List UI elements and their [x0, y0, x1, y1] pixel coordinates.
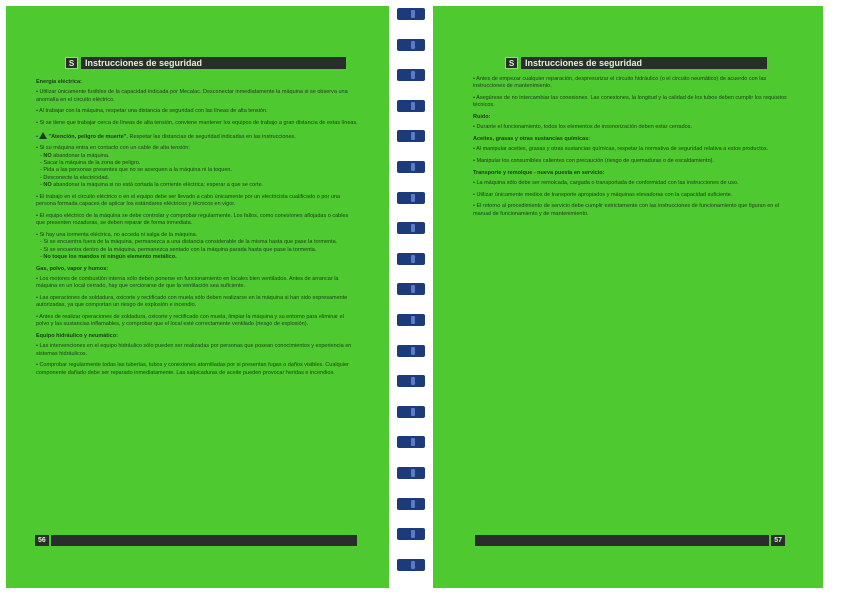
list-line: - No toque los mandos ni ningún elemento metálico.: [40, 254, 177, 261]
section-heading: Aceites, grasas y otras sustancias químicas:: [473, 136, 591, 142]
coil-highlight: [411, 10, 415, 18]
binding-coil: [397, 8, 425, 20]
page-footer: [35, 535, 357, 546]
binding-coil: [397, 528, 425, 540]
bullet-paragraph: • Las operaciones de soldadura, oxicorte y rectificado con muela sólo deben realizarse en la máquina si han sido expresamente autorizadas, ya que comportan un riesgo de explosión e incendio.: [36, 295, 348, 309]
binding-coil: [397, 436, 425, 448]
section-title: Instrucciones de seguridad: [81, 57, 346, 69]
coil-highlight: [411, 530, 415, 538]
line-text: abandonar la máquina.: [51, 152, 110, 159]
section-header: [62, 57, 346, 69]
emphasis: No toque los mandos ni ningún elemento metálico.: [43, 254, 177, 261]
section-heading: Equipo hidráulico y neumático:: [36, 333, 118, 340]
bullet-paragraph: • Comprobar regularmente todas las tuberías, tubos y conexiones atornilladas por si presentan fugas o daños visibles. Cualquier componente dañado debe ser reparado inmediatamente. Las salpicaduras de aceite pueden provocar heridas e incendios.: [36, 362, 349, 376]
right-page: [433, 6, 823, 588]
section-heading: Ruido:: [473, 114, 491, 120]
coil-highlight: [411, 194, 415, 202]
left-content: [36, 76, 358, 381]
page-footer: [475, 535, 785, 546]
coil-highlight: [411, 102, 415, 110]
list-line: - Si se encuentra fuera de la máquina, permanezca a una distancia considerable de la misma hasta que pase la tormenta.: [40, 239, 338, 246]
bullet-paragraph: • Antes de realizar operaciones de soldadura, oxicorte y rectificado con muela, limpiar la máquina y su entorno para eliminar el polvo y las sustancias inflamables, y comprobar que el local esté correctamente ventilado (riesgo de explosión).: [36, 314, 344, 328]
binding-coil: [397, 345, 425, 357]
footer-bar: [475, 535, 769, 546]
bullet-paragraph: • Antes de empezar cualquier reparación, despresurizar el circuito hidráulico (o el circuito neumático) de acuerdo con las instrucciones de mantenimiento.: [473, 76, 767, 90]
bullet-paragraph: • La máquina sólo debe ser remolcada, cargada o transportada de conformidad con las instrucciones de uso.: [473, 180, 739, 186]
page-number: 56: [35, 535, 49, 546]
bullet-paragraph: • Si se tiene que trabajar cerca de líneas de alta tensión, conviene mantener los equipos de trabajo a gran distancia de estas líneas.: [36, 120, 358, 126]
page-number: 57: [771, 535, 785, 546]
section-letter-badge: S: [65, 57, 78, 69]
binding-coil: [397, 39, 425, 51]
coil-highlight: [411, 316, 415, 324]
list-line: - NO abandonar la máquina.: [40, 152, 110, 159]
list-line: - Desconecte la electricidad.: [40, 174, 110, 181]
left-page: [6, 6, 389, 588]
coil-highlight: [411, 132, 415, 140]
list-line: - NO abandonar la máquina si no está cortada la corriente eléctrica; esperar a que se corte.: [40, 182, 264, 189]
binding-coil: [397, 406, 425, 418]
warning-text: Respetar las distancias de seguridad indicadas en las instrucciones.: [127, 133, 296, 140]
coil-highlight: [411, 163, 415, 171]
list-line: - Pida a las personas presentes que no se acerquen a la máquina ni la toquen.: [40, 167, 233, 174]
coil-highlight: [411, 469, 415, 477]
section-title: Instrucciones de seguridad: [521, 57, 767, 69]
section-heading: Energía eléctrica:: [36, 79, 82, 85]
coil-highlight: [411, 561, 415, 569]
bullet-paragraph: • El retorno al procedimiento de servicio debe cumplir estrictamente con las instrucciones de funcionamiento que figuran en el manual de funcionamiento y de mantenimiento.: [473, 203, 780, 217]
coil-highlight: [411, 500, 415, 508]
section-letter-badge: S: [505, 57, 518, 69]
section-heading: Gas, polvo, vapor y humos:: [36, 265, 109, 272]
list-line: - Sacar la máquina de la zona de peligro.: [40, 160, 141, 166]
binding-coil: [397, 69, 425, 81]
coil-highlight: [411, 285, 415, 293]
coil-highlight: [411, 41, 415, 49]
footer-bar: [51, 535, 357, 546]
coil-highlight: [411, 347, 415, 355]
coil-highlight: [411, 255, 415, 263]
bullet-paragraph: [36, 145, 358, 189]
binding-coil: [397, 100, 425, 112]
warning-triangle-icon: [39, 132, 47, 139]
spiral-binding: [393, 0, 429, 595]
binding-coil: [397, 161, 425, 173]
coil-highlight: [411, 438, 415, 446]
binding-coil: [397, 192, 425, 204]
binding-coil: [397, 467, 425, 479]
bullet-paragraph: • Utilizar únicamente medios de transporte apropiados y máquinas elevadoras con la capacidad suficiente.: [473, 191, 733, 198]
bullet-paragraph: • El trabajo en el circuito eléctrico o en el equipo debe ser llevado a cabo únicamente por un electricista cualificado o por una persona formada capaces de aplicar los estándares eléctricos y técnicos en vigor.: [36, 193, 340, 208]
section-header: [493, 57, 767, 69]
bullet-paragraph: • Durante el funcionamiento, todos los elementos de insonorización deben estar cerrados.: [473, 124, 692, 131]
line-text: abandonar la máquina si no está cortada la corriente eléctrica; esperar a que se corte.: [51, 182, 264, 189]
list-line: • Si hay una tormenta eléctrica, no acceda ni salga de la máquina.: [36, 231, 198, 238]
bullet-paragraph: • Asegúrese de no intercambiar las conexiones. Las conexiones, la longitud y la calidad de los tubos deben cumplir los requisitos técnicos.: [473, 95, 787, 109]
warning-paragraph: • "Atención, peligro de muerte". Respetar las distancias de seguridad indicadas en las instrucciones.: [36, 133, 296, 140]
coil-highlight: [411, 408, 415, 416]
bullet-paragraph: • Utilizar únicamente fusibles de la capacidad indicada por Mecalac. Desconectar inmediatamente la máquina si se observa una anomalía en el circuito eléctrico.: [36, 89, 348, 103]
binding-coil: [397, 375, 425, 387]
list-line: - Si se encuentra dentro de la máquina, permanezca sentado con la máquina parada hasta que pase la tormenta.: [40, 246, 317, 253]
bullet-paragraph: • Al manipular aceites, grasas y otras sustancias químicas, respetar la normativa de seguridad relativa a estos productos.: [473, 146, 769, 153]
binding-coil: [397, 222, 425, 234]
binding-coil: [397, 283, 425, 295]
bullet-paragraph: • Al trabajar con la máquina, respetar una distancia de seguridad con las líneas de alta tensión.: [36, 108, 268, 115]
emphasis: NO: [43, 182, 52, 189]
bullet-paragraph: • Manipular los consumibles calientes con precaución (riesgo de quemaduras o de escaldamiento).: [473, 158, 715, 164]
coil-highlight: [411, 224, 415, 232]
list-line: • Si su máquina entra en contacto con un cable de alta tensión:: [36, 145, 190, 152]
bullet-paragraph: [36, 232, 358, 262]
binding-coil: [397, 559, 425, 571]
warning-label: "Atención, peligro de muerte".: [48, 133, 128, 140]
bullet-paragraph: • El equipo eléctrico de la máquina se debe controlar y comprobar regularmente. Los fallos, como conexiones aflojadas o cables que presenten rozaduras, se deben reparar de forma inmediata.: [36, 212, 349, 227]
bullet-paragraph: • Las intervenciones en el equipo hidráulico sólo pueden ser realizadas por personas que posean conocimientos y experiencia en sistemas hidráulicos.: [36, 343, 352, 357]
section-heading: Transporte y remolque - nueva puesta en servicio:: [473, 169, 605, 176]
coil-highlight: [411, 377, 415, 385]
right-content: [473, 76, 791, 222]
emphasis: NO: [43, 152, 52, 159]
binding-coil: [397, 498, 425, 510]
bullet-paragraph: • Los motores de combustión interna sólo deben ponerse en funcionamiento en locales bien ventilados. Antes de arrancar la máquina en un local cerrado, hay que cerciorarse de que la ventilación sea suficiente.: [36, 276, 339, 290]
coil-highlight: [411, 71, 415, 79]
binding-coil: [397, 130, 425, 142]
binding-coil: [397, 253, 425, 265]
binding-coil: [397, 314, 425, 326]
